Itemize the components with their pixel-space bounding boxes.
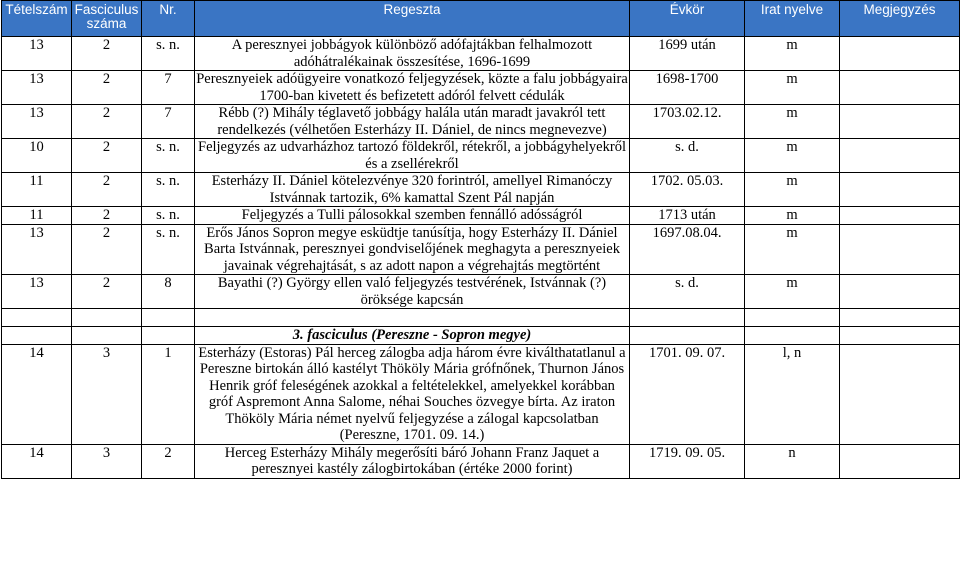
cell-fasciculus: 2	[72, 275, 142, 309]
cell-megjegyzes	[840, 139, 960, 173]
cell-nr: 7	[142, 71, 195, 105]
cell-nyelv: m	[745, 207, 840, 225]
cell-nr: 8	[142, 275, 195, 309]
table-row	[2, 275, 960, 309]
table-row	[2, 71, 960, 105]
header-evkor: Évkör	[630, 1, 745, 37]
cell-nr: 2	[142, 444, 195, 478]
cell-regeszta: Peresznyeiek adóügyeire vonatkozó feljegyzések, közte a falu jobbágyaira 1700-ban kivetett és befizetett adóról felvett cédulák	[196, 71, 628, 104]
table-row	[2, 37, 960, 71]
cell-megjegyzes	[840, 224, 960, 275]
cell-telszam: 10	[2, 139, 72, 173]
cell-telszam: 11	[2, 207, 72, 225]
cell-evkor: 1698-1700	[630, 71, 745, 105]
cell-telszam: 13	[2, 71, 72, 105]
table-row	[2, 139, 960, 173]
cell-megjegyzes	[840, 173, 960, 207]
cell-fasciculus: 2	[72, 105, 142, 139]
table-row	[2, 444, 960, 478]
cell-telszam: 13	[2, 224, 72, 275]
cell-nr: 7	[142, 105, 195, 139]
cell-fasciculus: 2	[72, 139, 142, 173]
cell-nyelv: m	[745, 71, 840, 105]
cell-regeszta: A peresznyei jobbágyok különböző adófajtákban felhalmozott adóhátralékainak összesítése, 1696-1699	[195, 37, 630, 71]
cell-nr: s. n.	[142, 37, 195, 71]
section-title: 3. fasciculus (Pereszne - Sopron megye)	[195, 327, 630, 345]
cell-telszam: 13	[2, 105, 72, 139]
header-nr: Nr.	[142, 1, 195, 37]
cell-regeszta: Rébb (?) Mihály téglavető jobbágy halála után maradt javakról tett rendelkezés (vélhetően Esterházy II. Dániel, de nincs megnevezve)	[195, 105, 630, 139]
cell-nyelv: l, n	[745, 344, 840, 444]
header-telszam: Tételszám	[2, 1, 72, 37]
cell-nyelv: m	[745, 37, 840, 71]
cell-evkor: s. d.	[630, 139, 745, 173]
cell-nr: s. n.	[142, 224, 195, 275]
cell-megjegyzes	[840, 71, 960, 105]
cell-fasciculus: 3	[72, 344, 142, 444]
cell-nr: s. n.	[142, 173, 195, 207]
header-regeszta: Regeszta	[195, 1, 630, 37]
cell-evkor: 1713 után	[630, 207, 745, 225]
header-fasciculus: Fasciculus száma	[72, 1, 142, 37]
cell-fasciculus: 3	[72, 444, 142, 478]
cell-evkor: 1703.02.12.	[630, 105, 745, 139]
section-row	[2, 327, 960, 345]
cell-evkor: 1702. 05.03.	[630, 173, 745, 207]
table-row	[2, 173, 960, 207]
cell-telszam: 13	[2, 37, 72, 71]
header-nyelv: Irat nyelve	[745, 1, 840, 37]
cell-nyelv: m	[745, 224, 840, 275]
table-row	[2, 207, 960, 225]
cell-megjegyzes	[840, 37, 960, 71]
cell-telszam: 11	[2, 173, 72, 207]
cell-evkor: 1719. 09. 05.	[630, 444, 745, 478]
cell-megjegyzes	[840, 275, 960, 309]
cell-fasciculus: 2	[72, 71, 142, 105]
cell-nyelv: m	[745, 275, 840, 309]
archive-table	[1, 0, 960, 479]
cell-evkor: 1697.08.04.	[630, 224, 745, 275]
cell-regeszta: Bayathi (?) György ellen való feljegyzés testvérének, Istvánnak (?) öröksége kapcsán	[195, 275, 630, 309]
cell-telszam: 14	[2, 344, 72, 444]
cell-fasciculus: 2	[72, 207, 142, 225]
cell-nyelv: m	[745, 139, 840, 173]
cell-megjegyzes	[840, 344, 960, 444]
cell-fasciculus: 2	[72, 173, 142, 207]
cell-regeszta: Esterházy (Estoras) Pál herceg zálogba adja három évre kiválthatatlanul a Pereszne birtokán álló kastélyt Thököly Mária grófnőnek, Thurnon János Henrik gróf feleségének azokkal a feltételekkel, amelyekkel korábban gróf Aspremont Anna Salome, néhai Souches özvegye bírta. Az iraton Thököly Mária német nyelvű feljegyzése a zálogal kapcsolatban (Pereszne, 1701. 09. 14.)	[195, 344, 630, 444]
cell-nr: s. n.	[142, 139, 195, 173]
header-megjegyzes: Megjegyzés	[840, 1, 960, 37]
cell-regeszta: Herceg Esterházy Mihály megerősíti báró Johann Franz Jaquet a peresznyei kastély zálogbirtokában (értéke 2000 forint)	[195, 444, 630, 478]
cell-evkor: s. d.	[630, 275, 745, 309]
cell-megjegyzes	[840, 207, 960, 225]
cell-megjegyzes	[840, 105, 960, 139]
cell-evkor: 1699 után	[630, 37, 745, 71]
cell-regeszta: Esterházy II. Dániel kötelezvénye 320 forintról, amellyel Rimanóczy Istvánnak tartozik, 6% kamattal Szent Pál napján	[195, 173, 630, 207]
empty-row	[2, 309, 960, 327]
cell-telszam: 14	[2, 444, 72, 478]
table-row	[2, 344, 960, 444]
cell-nr: s. n.	[142, 207, 195, 225]
cell-nyelv: n	[745, 444, 840, 478]
cell-regeszta: Feljegyzés a Tulli pálosokkal szemben fennálló adósságról	[195, 207, 630, 225]
cell-regeszta: Feljegyzés az udvarházhoz tartozó földekről, rétekről, a jobbágyhelyekről és a zsellérekről	[195, 139, 630, 173]
cell-fasciculus: 2	[72, 224, 142, 275]
cell-regeszta: Erős János Sopron megye esküdtje tanúsítja, hogy Esterházy II. Dániel Barta Istvánnak, peresznyei gondviselőjének meghagyta a peresznyeiek javainak végrehajtását, s az adott napon a végrehajtás megtörtént	[195, 224, 630, 275]
cell-megjegyzes	[840, 444, 960, 478]
cell-nyelv: m	[745, 173, 840, 207]
cell-evkor: 1701. 09. 07.	[630, 344, 745, 444]
header-row	[2, 1, 960, 37]
table-row	[2, 224, 960, 275]
cell-telszam: 13	[2, 275, 72, 309]
cell-fasciculus: 2	[72, 37, 142, 71]
table-row	[2, 105, 960, 139]
cell-nyelv: m	[745, 105, 840, 139]
cell-nr: 1	[142, 344, 195, 444]
